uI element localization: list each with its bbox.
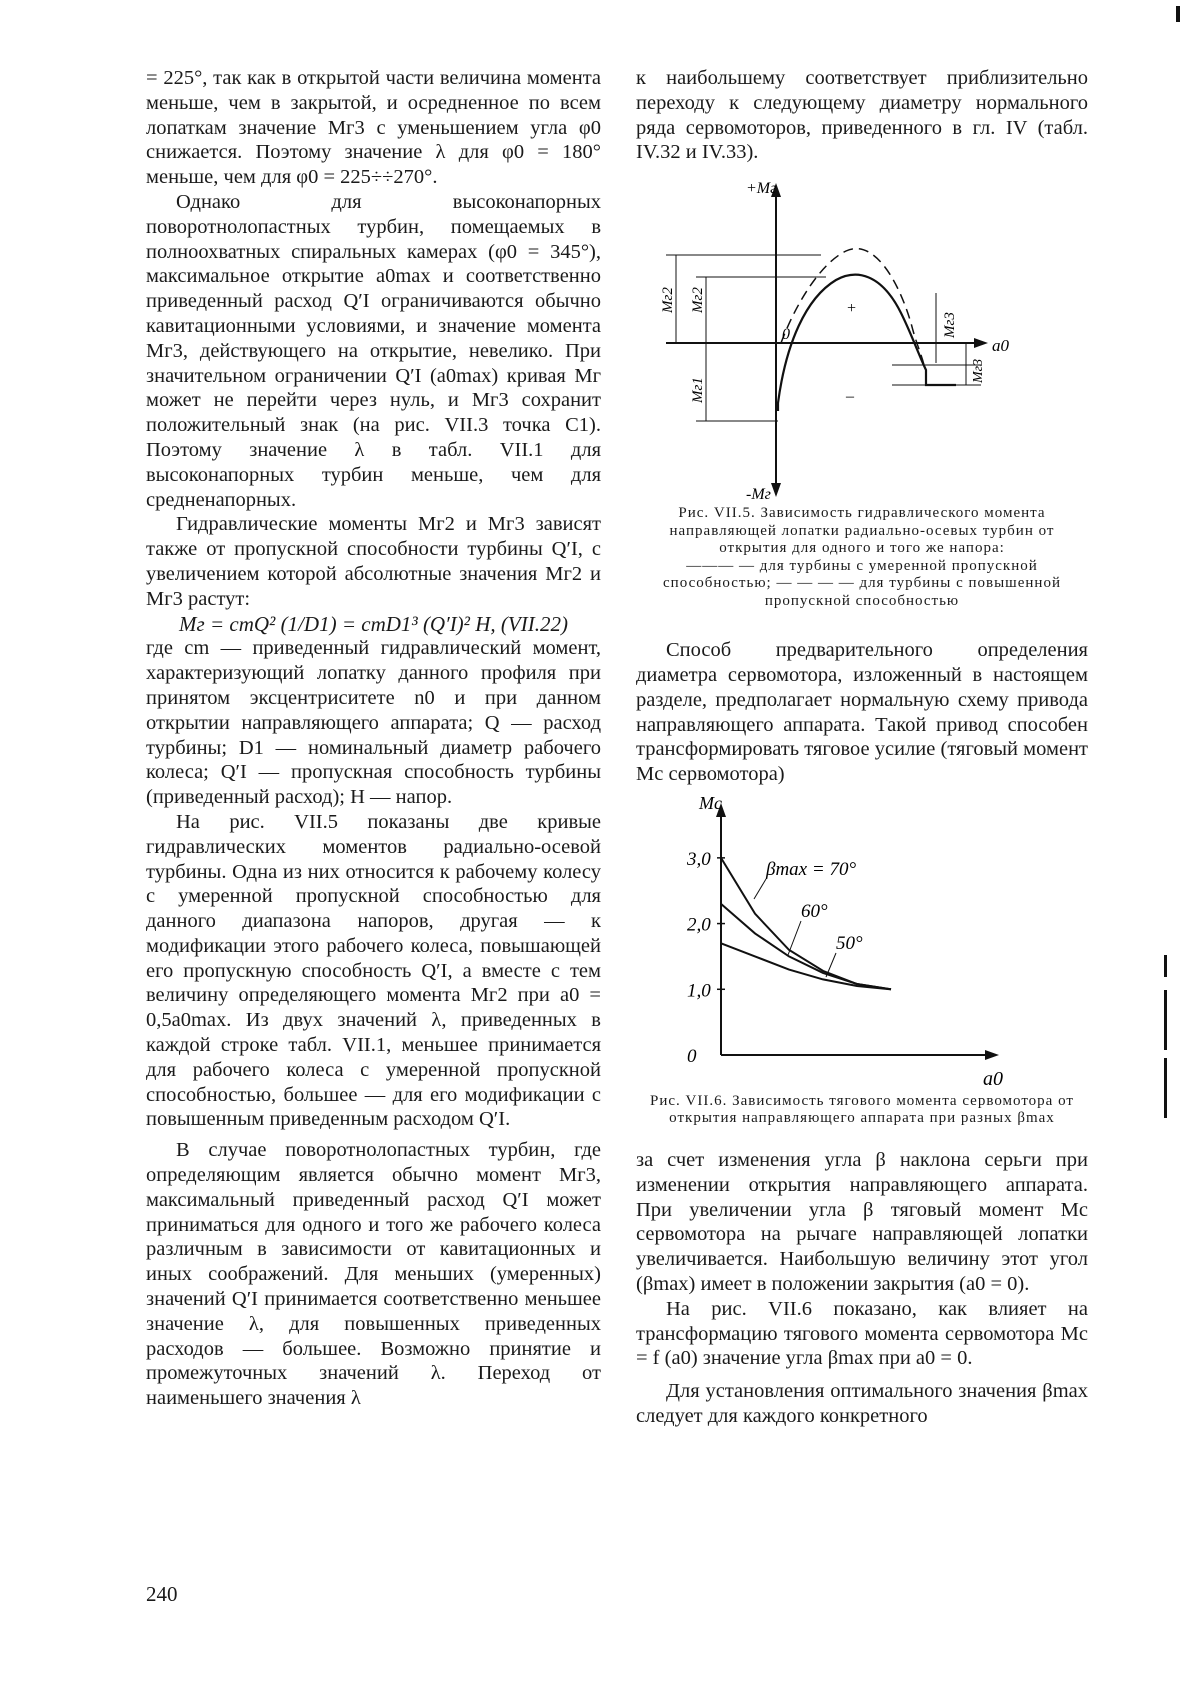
series-label-0: βmax = 70° bbox=[766, 858, 857, 880]
label-mg3-dashed: Mг3 bbox=[971, 359, 986, 384]
scan-mark bbox=[1164, 1058, 1167, 1118]
y-tick-label: 2,0 bbox=[687, 914, 711, 936]
x-axis-arrow bbox=[985, 1050, 999, 1060]
left-column bbox=[146, 66, 601, 1411]
series-label-1: 60° bbox=[801, 900, 828, 922]
series-label-2: 50° bbox=[836, 932, 863, 954]
y-axis-label: Mc bbox=[699, 792, 722, 813]
y-axis-arrow-down bbox=[771, 483, 781, 497]
chart-labels bbox=[686, 793, 1003, 1090]
x-axis-label: a0 bbox=[983, 1067, 1003, 1090]
paragraph: = 225°, так как в открытой части величина момента меньше, чем в закрытой, и осредненное по всем лопаткам значение Mг3 с уменьшением угла φ0 снижается. Поэтому значение λ для φ0 = 180° меньше, чем для φ0 = 225÷÷270°. bbox=[146, 67, 601, 189]
scan-mark bbox=[1176, 6, 1180, 22]
paragraph: где cm — приведенный гидравлический момент, характеризующий лопатку данного профиля при принятом эксцентриситете n0 и при данном открытии направляющего аппарата; Q — расход турбины; D1 — номинальный диаметр рабочего колеса; Q′I — пропускная способность турбины (приведенный расход); H — напор. bbox=[146, 637, 601, 809]
y-tick-label: 1,0 bbox=[687, 980, 711, 1002]
label-y-pos: +Mг bbox=[746, 180, 777, 198]
scan-mark bbox=[1164, 990, 1167, 1050]
page-number: 240 bbox=[146, 1582, 178, 1606]
label-mg2-dashed: Mг2 bbox=[660, 287, 676, 314]
paragraph: Однако для высоконапорных поворотнолопастных турбин, помещаемых в полноохватных спиральных камерах (φ0 = 345°), максимальное открытие a0max и соответственно приведенный расход Q′I ограничиваются обычно кавитационными условиями, и значение момента Mг3, действующего на открытие, невелико. При значительном ограничении Q′I (a0max) кривая Mг может не перейти через нуль, и Mг3 сохранит положительный знак (на рис. VII.3 точка C1). Поэтому значение λ в табл. VII.1 для высоконапорных турбин меньше, чем для средненапорных. bbox=[146, 190, 601, 511]
figure-vii-5-diagram bbox=[636, 173, 1088, 505]
paragraph: Способ предварительного определения диаметра сервомотора, изложенный в настоящем разделе, предполагает нормальную схему привода направляющего аппарата. Такой привод способен трансформировать тяговое усилие (тяговый момент Mc сервомотора) bbox=[636, 639, 1088, 786]
figure-vii-6-chart bbox=[636, 793, 1088, 1093]
y-tick-label: 0 bbox=[687, 1045, 697, 1067]
paragraph: Гидравлические моменты Mг2 и Mг3 зависят также от пропускной способности турбины Q′I, с увеличением которой абсолютные значения Mг2 и Mг3 растут: bbox=[146, 513, 601, 610]
scan-mark bbox=[1164, 955, 1167, 977]
figure-vii-6-caption: Рис. VII.6. Зависимость тягового момента сервомотора от открытия направляющего аппарата при разных βmax bbox=[650, 1092, 1074, 1127]
label-origin: 0 bbox=[782, 326, 790, 344]
paragraph: На рис. VII.6 показано, как влияет на трансформацию тягового момента сервомотора Mc = f (a0) значение угла βmax при a0 = 0. bbox=[636, 1297, 1088, 1370]
label-mg2: Mг2 bbox=[690, 287, 706, 314]
figure-vii-5-caption: Рис. VII.5. Зависимость гидравлического момента направляющей лопатки радиально-осевых турбин от открытия для одного и того же напора: bbox=[669, 505, 1055, 557]
paragraph: Для установления оптимального значения βmax следует для каждого конкретного bbox=[636, 1380, 1088, 1427]
series-leader-0 bbox=[754, 879, 766, 899]
right-column bbox=[636, 66, 1088, 1429]
formula-vii-22: Mг = cmQ² (1/D1) = cmD1³ (Q′I)² H, (VII.22) bbox=[179, 611, 568, 636]
paragraph: В случае поворотнолопастных турбин, где определяющим является обычно момент Mг3, максимальный приведенный расход Q′I может приниматься для одного и того же рабочего колеса различным в зависимости от кавитационных и иных соображений. Для меньших (умеренных) значений Q′I принимается соответственно меньшее значение λ, для повышенных приведенных расходов — большее. Возможно принятие и промежуточных значений λ. Переход от наименьшего значения λ bbox=[146, 1139, 601, 1410]
paragraph: На рис. VII.5 показаны две кривые гидравлических моментов радиально-осевой турбины. Одна из них относится к рабочему колесу с умеренной пропускной способностью для данного диапазона напоров, другая — к модификации этого рабочего колеса, повышающей его пропускную способность Q′I, а вместе с тем величину определяющего момента Mг2 при a0 = 0,5a0max. Из двух значений λ, приведенных в каждой строке табл. VII.1, меньшее принимается для рабочего колеса с умеренной пропускной способностью, большее — для его модификации с повышенным приведенным расходом Q′I. bbox=[146, 810, 601, 1131]
label-plus: + bbox=[846, 300, 857, 318]
paragraph: к наибольшему соответствует приблизительно переходу к следующему диаметру нормального ряда сервомоторов, приведенного в гл. IV (табл. IV.32 и IV.33). bbox=[636, 67, 1088, 164]
y-tick-label: 3,0 bbox=[687, 848, 711, 870]
figure-vii-5-legend: ——— — для турбины с умеренной пропускной способностью; — — — — для турбины с повышенной пропускной способностью bbox=[663, 557, 1061, 609]
label-y-neg: -Mг bbox=[746, 486, 771, 504]
paragraph: за счет изменения угла β наклона серьги при изменении открытия направляющего аппарата. При увеличении угла β тяговый момент Mc сервомотора на рычаге направляющей лопатки увеличивается. Наибольшую величину этот угол (βmax) имеет в положении закрытия (a0 = 0). bbox=[636, 1148, 1088, 1295]
series-line-2 bbox=[721, 943, 891, 989]
chart-axes bbox=[716, 803, 999, 1060]
series-leader-1 bbox=[788, 921, 801, 955]
label-x: a0 bbox=[992, 336, 1009, 356]
label-minus: – bbox=[846, 388, 854, 406]
label-mg3: Mг3 bbox=[942, 312, 958, 339]
label-mg1: Mг1 bbox=[690, 377, 706, 404]
